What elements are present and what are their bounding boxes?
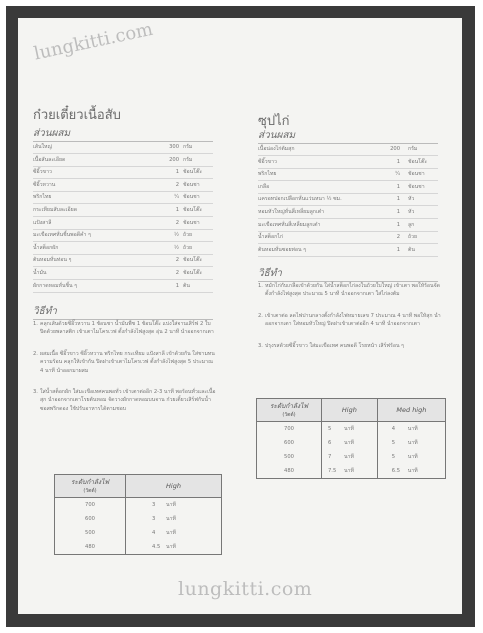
- right-table-col1-header: ระดับกำลังไฟ (วัตต์): [257, 399, 322, 422]
- medhigh-time-cell: [377, 464, 445, 479]
- ingredient-qty: 2: [175, 181, 179, 188]
- ingredient-row: [33, 243, 213, 255]
- power-row: [257, 436, 446, 450]
- step-number: 1.: [33, 321, 38, 327]
- medhigh-time-cell: [377, 450, 445, 464]
- right-table-col3-header: Med high: [377, 399, 445, 422]
- high-time-cell: [322, 450, 378, 464]
- time-value: 5: [328, 426, 332, 432]
- ingredient-name: เส้นใหญ่: [33, 144, 52, 150]
- ingredient-unit: ช้อนโต๊ะ: [183, 207, 203, 213]
- wattage-cell: 600: [257, 436, 322, 450]
- method-step: [258, 282, 442, 308]
- step-number: 1.: [258, 283, 263, 289]
- ingredient-qty: 1: [175, 207, 179, 213]
- time-value: 7: [328, 454, 332, 460]
- time-value: 5: [391, 440, 396, 446]
- time-unit: นาที: [166, 502, 176, 508]
- time-value: 4: [391, 426, 396, 432]
- power-row: [257, 464, 446, 479]
- ingredient-name: แครอทปอกเปลือกหั่นแว่นหนา ½ ซม.: [258, 196, 342, 203]
- wattage-cell: 600: [55, 512, 126, 526]
- time-value: 7.5: [328, 468, 337, 474]
- time-value: 3: [152, 516, 156, 522]
- left-ingredients-heading: ส่วนผสม: [33, 126, 213, 142]
- right-power-table: [256, 398, 446, 479]
- step-text: เข้าเตาต่อ ลดไฟปานกลางตั้งกำลังไฟหมายเลข 7 ประมาณ 4 นาที พอให้สุก นำออกจากเตา ใส่หอมหัวใหญ่ ปิดฝาเข้าเตาต่ออีก 4 นาที นำออกจากเตา: [265, 313, 441, 328]
- ingredient-row: [33, 255, 213, 267]
- time-unit: นาที: [407, 426, 418, 432]
- ingredient-row: [258, 169, 438, 181]
- ingredient-name: เนื้อน่องไก่ต้มสุก: [258, 146, 295, 152]
- right-ingredients-heading: ส่วนผสม: [258, 128, 438, 144]
- time-unit: นาที: [407, 440, 418, 446]
- step-number: 2.: [258, 313, 263, 319]
- time-unit: นาที: [166, 516, 176, 522]
- wattage-cell: 480: [55, 540, 126, 555]
- time-unit: นาที: [407, 454, 418, 460]
- time-value: 6: [328, 440, 332, 446]
- time-value: 4.5: [152, 544, 161, 550]
- step-text: ปรุงรสด้วยซีอิ๊วขาว ใส่มะเขือเทศ คนพอดี โรยหน้า เสิร์ฟร้อน ๆ: [265, 343, 404, 349]
- left-power-table: [54, 474, 222, 555]
- medhigh-time-cell: [377, 436, 445, 450]
- time-unit: นาที: [344, 426, 354, 432]
- ingredient-unit: ต้น: [408, 246, 415, 253]
- ingredient-unit: ช้อนโต๊ะ: [183, 257, 203, 264]
- time-unit: นาที: [344, 454, 354, 460]
- medhigh-time-cell: [377, 422, 445, 437]
- ingredient-name: มะเขือเทศหั่นสี่เหลี่ยมลูกเต๋า: [258, 221, 321, 228]
- ingredient-row: [258, 157, 438, 169]
- ingredient-qty: ½: [173, 244, 179, 251]
- ingredient-row: [258, 245, 438, 257]
- ingredient-unit: ช้อนชา: [183, 194, 200, 201]
- ingredient-qty: 1: [396, 158, 400, 165]
- ingredient-name: ซีอิ๊วขาว: [33, 169, 52, 176]
- ingredient-name: กระเทียมสับละเอียด: [33, 207, 78, 213]
- high-time-cell: [322, 422, 378, 437]
- ingredient-unit: กรัม: [183, 156, 193, 163]
- ingredient-name: มะเขือเทศหั่นชิ้นพอดีคำ ๆ: [33, 232, 91, 239]
- ingredient-name: น้ำมัน: [33, 270, 47, 276]
- ingredient-name: แป้งสาลี: [33, 219, 52, 226]
- ingredient-name: ต้นหอมหั่นซอยท่อน ๆ: [258, 246, 307, 253]
- ingredient-row: [33, 281, 213, 293]
- ingredient-row: [258, 232, 438, 244]
- left-method-heading: วิธีทำ: [33, 304, 213, 320]
- ingredient-qty: 300: [169, 144, 179, 150]
- power-row: [55, 498, 222, 513]
- ingredient-qty: 1: [396, 209, 400, 215]
- ingredient-unit: ช้อนชา: [183, 181, 200, 188]
- ingredient-name: น้ำสต็อกไก่: [258, 234, 284, 241]
- power-row: [257, 422, 446, 437]
- ingredient-row: [258, 194, 438, 206]
- left-table-col1-header: ระดับกำลังไฟ (วัตต์): [55, 475, 126, 498]
- watermark-bottom: lungkitti.com: [178, 578, 313, 600]
- step-number: 3.: [258, 343, 263, 349]
- ingredient-unit: ถ้วย: [408, 234, 418, 241]
- wattage-cell: 700: [55, 498, 126, 513]
- ingredient-qty: ¼: [394, 171, 400, 178]
- step-text: หมักไก่กับเกลือเข้าด้วยกัน ใส่น้ำสต็อกไก่ลงในถ้วยใบใหญ่ เข้าเตา พอให้ร้อนจัด ตั้งกำลังไฟสูงสุด ประมาณ 5 นาที นำออกจากเตา ใส่ไก่ลงต้ม: [265, 283, 440, 298]
- method-step: [258, 312, 442, 338]
- time-unit: นาที: [166, 530, 176, 536]
- ingredient-unit: ถ้วย: [183, 244, 193, 251]
- time-cell: [126, 512, 222, 526]
- ingredient-qty: ½: [173, 232, 179, 239]
- ingredient-row: [33, 180, 213, 192]
- wattage-cell: 700: [257, 422, 322, 437]
- right-recipe-title: ซุปไก่: [258, 114, 290, 129]
- time-value: 3: [152, 502, 156, 508]
- ingredient-qty: ¼: [173, 194, 179, 201]
- ingredient-unit: หัว: [408, 196, 415, 203]
- ingredient-unit: กรัม: [183, 144, 193, 150]
- power-row: [55, 512, 222, 526]
- time-unit: นาที: [344, 440, 354, 446]
- method-step: [33, 320, 217, 346]
- ingredient-name: พริกไทย: [33, 194, 52, 201]
- ingredient-qty: 1: [396, 196, 400, 203]
- ingredient-qty: 2: [175, 219, 179, 226]
- ingredient-qty: 200: [169, 156, 179, 163]
- ingredient-unit: ช้อนชา: [408, 171, 425, 178]
- ingredient-qty: 2: [175, 270, 179, 276]
- time-value: 4: [152, 530, 156, 536]
- ingredient-row: [33, 218, 213, 230]
- ingredient-row: [258, 182, 438, 194]
- ingredient-name: ต้นหอมหั่นท่อน ๆ: [33, 257, 72, 264]
- ingredient-name: ซีอิ๊วหวาน: [33, 181, 56, 188]
- ingredient-name: เนื้อสันละเอียด: [33, 156, 66, 163]
- ingredient-name: น้ำสต็อกผัก: [33, 244, 59, 251]
- ingredient-row: [33, 230, 213, 242]
- step-text: ใส่น้ำสต็อกผัก ใส่มะเขือเทศคนพอทั่ว เข้าเตาต่ออีก 2-3 นาที พอร้อนทั่วและเนื้อสุก นำออกจากเตาโรยต้นหอม จัดวางผักกาดหอมบนจาน ก๋วยเตี๋ยวเสิร์ฟกับน้ำซอสพริกดอง ใช้ปรับอาหารได้ตามชอบ: [40, 389, 216, 412]
- ingredient-name: เกลือ: [258, 183, 270, 190]
- ingredient-row: [33, 268, 213, 280]
- ingredient-row: [33, 155, 213, 167]
- watermark-top: lungkitti.com: [32, 18, 155, 65]
- ingredient-name: หอมหัวใหญ่หั่นสี่เหลี่ยมลูกเต๋า: [258, 209, 324, 215]
- ingredient-unit: ช้อนชา: [183, 219, 200, 226]
- method-step: [33, 350, 217, 384]
- ingredient-qty: 2: [396, 234, 400, 241]
- ingredient-row: [33, 167, 213, 179]
- ingredient-unit: หัว: [408, 209, 415, 215]
- power-row: [55, 540, 222, 555]
- ingredient-qty: 1: [396, 246, 400, 253]
- high-time-cell: [322, 464, 378, 479]
- ingredient-unit: ลูก: [408, 221, 415, 228]
- ingredient-qty: 1: [175, 169, 179, 176]
- time-value: 6.5: [391, 468, 401, 474]
- ingredient-qty: 1: [396, 221, 400, 228]
- ingredient-unit: ช้อนโต๊ะ: [183, 270, 203, 276]
- ingredient-name: ผักกาดหอมหั่นชิ้น ๆ: [33, 282, 78, 289]
- method-step: [33, 388, 217, 430]
- ingredient-name: ซีอิ๊วขาว: [258, 158, 277, 165]
- ingredient-unit: ต้น: [183, 282, 190, 289]
- time-unit: นาที: [166, 544, 176, 550]
- power-row: [257, 450, 446, 464]
- ingredient-row: [258, 220, 438, 232]
- ingredient-unit: กรัม: [408, 146, 418, 152]
- left-table-col2-header: High: [126, 475, 222, 498]
- ingredient-qty: 200: [390, 146, 400, 152]
- ingredient-name: พริกไทย: [258, 171, 277, 178]
- ingredient-row: [33, 142, 213, 154]
- ingredient-unit: ถ้วย: [183, 232, 193, 239]
- wattage-cell: 480: [257, 464, 322, 479]
- ingredient-qty: 1: [175, 282, 179, 289]
- right-table-col2-header: High: [322, 399, 378, 422]
- time-value: 5: [391, 454, 396, 460]
- ingredient-row: [258, 207, 438, 219]
- wattage-cell: 500: [55, 526, 126, 540]
- ingredient-qty: 2: [175, 257, 179, 264]
- time-unit: นาที: [344, 468, 354, 474]
- ingredient-row: [33, 192, 213, 204]
- right-method-heading: วิธีทำ: [258, 266, 438, 282]
- time-cell: [126, 540, 222, 555]
- time-cell: [126, 526, 222, 540]
- wattage-cell: 500: [257, 450, 322, 464]
- ingredient-unit: ช้อนโต๊ะ: [408, 158, 428, 165]
- ingredient-qty: 1: [396, 183, 400, 190]
- method-step: [258, 342, 442, 356]
- ingredient-unit: ช้อนชา: [408, 183, 425, 190]
- ingredient-unit: ช้อนโต๊ะ: [183, 169, 203, 176]
- step-number: 2.: [33, 351, 38, 357]
- high-time-cell: [322, 436, 378, 450]
- ingredient-row: [33, 205, 213, 217]
- power-row: [55, 526, 222, 540]
- time-unit: นาที: [407, 468, 418, 474]
- step-text: คลุกเส้นด้วยซีอิ๊วหวาน 1 ช้อนชา น้ำมันพืช 1 ช้อนโต๊ะ แบ่งใส่จานเสิร์ฟ 2 ใบ ปิดด้วยพลาสติก เข้าเตาไมโครเวฟ ตั้งกำลังไฟสูงสุด อุ่น 2 นาที นำออกจากเตา: [40, 321, 214, 336]
- ingredient-row: [258, 144, 438, 156]
- time-cell: [126, 498, 222, 513]
- step-text: ผสมเนื้อ ซีอิ๊วขาว ซีอิ๊วหวาน พริกไทย กระเทียม แป้งสาลี เข้าด้วยกัน ใส่ชามทนความร้อน คลุกให้เข้ากัน ปิดฝาเข้าเตาไมโครเวฟ ตั้งกำลังไฟสูงสุด 5 ประมาณ 4 นาที นำออกมาผสม: [40, 351, 215, 374]
- left-recipe-title: ก๋วยเตี๋ยวเนื้อสับ: [33, 108, 121, 123]
- step-number: 3.: [33, 389, 38, 395]
